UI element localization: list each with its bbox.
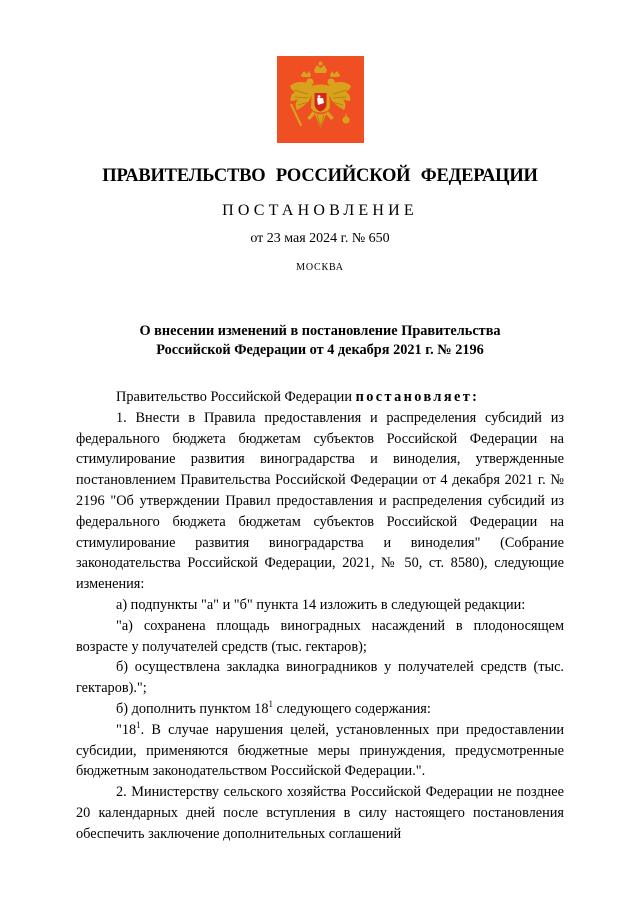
intro-text: Правительство Российской Федерации <box>116 389 352 405</box>
paragraph-5-text: б) дополнить пунктом 18 <box>116 700 269 717</box>
paragraph-3: "а) сохранена площадь виноградных насаждений в плодоносящем возрасте у получателей средств (тыс. гектаров); <box>76 617 564 655</box>
russian-coat-of-arms-icon <box>277 56 364 143</box>
paragraph-5-superscript: 1 <box>268 699 273 710</box>
paragraph-7: 2. Министерству сельского хозяйства Российской Федерации не позднее 20 календарных дней после вступления в силу настоящего постановления обеспечить заключение дополнительных соглашений <box>76 784 564 842</box>
paragraph-6 <box>76 720 564 782</box>
paragraph-4: б) осуществлена закладка виноградников у получателей средств (тыс. гектаров)."; <box>76 659 564 697</box>
government-title: ПРАВИТЕЛЬСТВО РОССИЙСКОЙ ФЕДЕРАЦИИ <box>102 166 538 186</box>
intro-decree-word: постановляет: <box>355 389 480 405</box>
paragraph-5-tail: следующего содержания: <box>272 700 431 717</box>
paragraph-6-tail: . В случае нарушения целей, установленных при предоставлении субсидии, применяются бюджетные меры принуждения, предусмотренные бюджетным законодательством Российской Федерации.". <box>76 721 564 780</box>
paragraph-2: а) подпункты "а" и "б" пункта 14 изложить в следующей редакции: <box>116 596 526 613</box>
paragraph-5 <box>76 699 564 720</box>
intro-paragraph <box>76 387 564 408</box>
subject-line-2: Российской Федерации от 4 декабря 2021 г. № 2196 <box>156 342 484 358</box>
document-subject <box>100 322 540 360</box>
document-date: от 23 мая 2024 г. № 650 <box>250 231 390 246</box>
document-city: МОСКВА <box>296 262 344 273</box>
document-kind: ПОСТАНОВЛЕНИЕ <box>222 202 418 219</box>
paragraph-1: 1. Внести в Правила предоставления и распределения субсидий из федерального бюджета бюджетам субъектов Российской Федерации на стимулирование развития виноградарства и виноделия, утвержденные постановлением Правительства Российской Федерации от 4 декабря 2021 г. № 2196 "Об утверждении Правил предоставления и распределения субсидий из федерального бюджета бюджетам субъектов Российской Федерации на стимулирование развития виноградарства и виноделия" (Собрание законодательства Российской Федерации, 2021, № 50, ст. 8580), следующие изменения: <box>76 409 564 593</box>
document-body <box>76 387 564 845</box>
subject-line-1: О внесении изменений в постановление Правительства <box>139 323 501 339</box>
paragraph-6-text: "18 <box>116 721 137 738</box>
paragraph-6-superscript: 1 <box>136 719 141 730</box>
